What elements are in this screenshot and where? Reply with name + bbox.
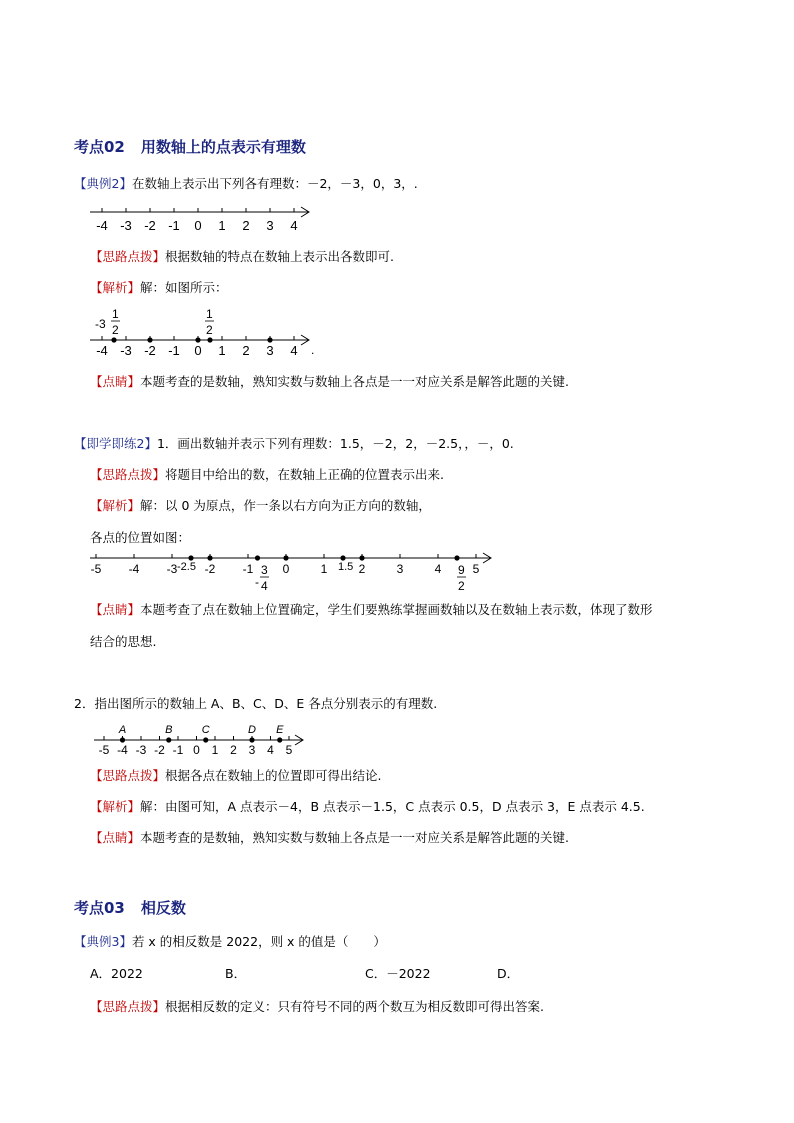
section-number: 考点02 [74,138,125,156]
point-label-minus-2-5: -2.5 [177,561,196,573]
example-3-hint [90,998,544,1016]
note-tag: 【点睛】 [90,374,141,389]
note-text: 本题考查的是数轴，熟知实数与数轴上各点是一一对应关系是解答此题的关键. [140,830,569,845]
point-dot [188,555,193,560]
tick-label: 2 [230,743,237,757]
tick-label: 0 [282,562,290,576]
tick-label: -3 [166,562,178,576]
note-text: 本题考查了点在数轴上位置确定，学生们要熟练掌握画数轴以及在数轴上表示数，体现了数形 [140,602,653,617]
option-d-label: D． [497,966,520,981]
practice-2-note-line2 [90,633,156,651]
tick-label: 4 [434,562,442,576]
question-text: 1．画出数轴并表示下列有理数：1.5，－2，2，－2.5，，－，0. [156,436,514,451]
solution-text: 解：由图可知，A 点表示－4，B 点表示－1.5，C 点表示 0.5，D 点表示 3，E 点表示 4.5. [140,799,645,814]
example-tag: 【典例3】 [74,934,132,949]
point-dot [359,555,364,560]
tick-label: 3 [266,343,274,358]
example-2-hint [90,248,394,266]
example-tag: 【典例2】 [74,176,132,191]
half-denominator: 2 [206,323,213,337]
question-2 [74,695,437,713]
question-2-note [90,829,569,847]
tick-label: -4 [96,218,108,233]
tick-label: 4 [290,343,298,358]
solution-tag: 【解析】 [90,280,141,295]
half-numerator: 1 [206,307,213,321]
mixed-number-numerator: 1 [112,307,119,321]
fraction-sign: - [255,575,259,589]
point-dot [147,337,152,342]
example-2-number-line [86,202,316,238]
point-letter-d: D [248,724,256,736]
option-d[interactable] [497,965,519,983]
hint-tag: 【思路点拨】 [90,768,166,783]
tick-label: -3 [135,743,147,757]
tick-label: 0 [194,218,202,233]
question-text: 若 x 的相反数是 2022，则 x 的值是（ ） [131,934,386,949]
point-dot [207,555,212,560]
question-text: 在数轴上表示出下列各有理数：－2，－3，0，3，. [131,176,418,191]
point-letter-e: E [276,724,284,736]
tick-label: 0 [194,343,202,358]
tick-label: -4 [117,743,128,757]
point-dot [454,555,459,560]
practice-2-hint [90,466,444,484]
tick-label: 1 [211,743,219,757]
tick-label: 2 [242,343,250,358]
fraction-denominator: 4 [261,579,268,593]
tick-label: -2 [144,343,156,358]
practice-2-note [90,601,653,619]
practice-2-solution-line2 [90,529,190,547]
tick-label: 2 [242,218,250,233]
option-b-label: B． [225,966,247,981]
note-text: 结合的思想. [90,634,157,649]
point-letter-b: B [165,724,173,736]
practice-tag: 【即学即练2】 [74,436,157,451]
tick-label: 3 [248,743,256,757]
tick-label: 1 [320,562,328,576]
tick-label: 1 [218,343,226,358]
example-2-solution [90,279,228,297]
tick-label: 0 [193,743,200,757]
tick-label: -1 [168,343,180,358]
note-tag: 【点睛】 [90,602,141,617]
fraction-denominator: 2 [458,579,465,593]
practice-2-solution [90,497,431,515]
section-title: 相反数 [140,899,186,917]
solution-text: 解：以 0 为原点，作一条以右方向为正方向的数轴， [140,498,431,513]
tick-label: -2 [154,743,165,757]
question-text: 指出图所示的数轴上 A、B、C、D、E 各点分别表示的有理数. [94,696,438,711]
point-dot [267,337,272,342]
answer-period: . [311,343,315,357]
point-dot [283,555,288,560]
tick-label: 3 [396,562,404,576]
solution-text: 解：如图所示： [140,280,228,295]
tick-label: 2 [358,562,366,576]
practice-2-number-line [86,548,498,600]
section-heading-03 [74,897,186,918]
hint-tag: 【思路点拨】 [90,249,166,264]
hint-text: 根据相反数的定义：只有符号不同的两个数互为相反数即可得出答案. [165,999,544,1014]
point-dot [111,337,116,342]
point-letter-a: A [118,724,127,736]
point-dot [249,737,254,742]
option-c[interactable] [365,965,431,983]
point-dot [166,737,171,742]
point-letter-c: C [201,724,210,736]
tick-label: 1 [218,218,226,233]
hint-text: 根据各点在数轴上的位置即可得出结论. [165,768,382,783]
tick-label: -1 [242,562,254,576]
question-2-hint [90,767,382,785]
hint-tag: 【思路点拨】 [90,467,166,482]
hint-tag: 【思路点拨】 [90,999,166,1014]
tick-label: -1 [172,743,184,757]
option-a-label: A．2022 [90,966,143,981]
note-text: 本题考查的是数轴，熟知实数与数轴上各点是一一对应关系是解答此题的关键. [140,374,569,389]
example-2-question [74,175,418,193]
example-2-note [90,373,569,391]
tick-label: -5 [98,743,110,757]
example-3-question [74,933,386,951]
point-dot [195,337,200,342]
tick-label: -4 [128,562,140,576]
solution-text: 各点的位置如图： [90,530,191,545]
option-a[interactable] [90,965,143,983]
option-c-label: C．－2022 [365,966,431,981]
example-2-answer-number-line [86,306,326,362]
question-number: 2． [74,696,95,711]
tick-label: -3 [120,218,132,233]
fraction-numerator: 9 [458,563,465,577]
question-2-number-line [92,718,314,758]
tick-label: 5 [472,562,480,576]
hint-text: 根据数轴的特点在数轴上表示出各数即可. [165,249,394,264]
solution-tag: 【解析】 [90,498,141,513]
point-dot [120,737,125,742]
tick-label: 3 [266,218,274,233]
section-number: 考点03 [74,899,125,917]
tick-label: -1 [168,218,180,233]
tick-label: 4 [290,218,298,233]
solution-tag: 【解析】 [90,799,141,814]
tick-label: 4 [267,743,274,757]
point-dot [340,555,345,560]
note-tag: 【点睛】 [90,830,141,845]
practice-2-question [74,435,514,453]
tick-label: 5 [285,743,293,757]
tick-label: -2 [144,218,156,233]
tick-label: -3 [120,343,132,358]
hint-text: 将题目中给出的数，在数轴上正确的位置表示出来. [165,467,444,482]
point-dot [277,737,282,742]
point-dot [255,555,260,560]
tick-label: -4 [96,343,108,358]
question-2-solution [90,798,645,816]
point-dot [203,737,208,742]
mixed-number-denominator: 2 [112,323,119,337]
fraction-numerator: 3 [261,563,268,577]
tick-label: -2 [204,562,216,576]
section-title: 用数轴上的点表示有理数 [140,138,306,156]
point-label-1-5: 1.5 [338,561,354,573]
section-heading-02 [74,136,306,157]
point-dot [207,337,212,342]
tick-label: -5 [90,562,102,576]
mixed-number-int: -3 [95,317,106,331]
option-b[interactable] [225,965,246,983]
